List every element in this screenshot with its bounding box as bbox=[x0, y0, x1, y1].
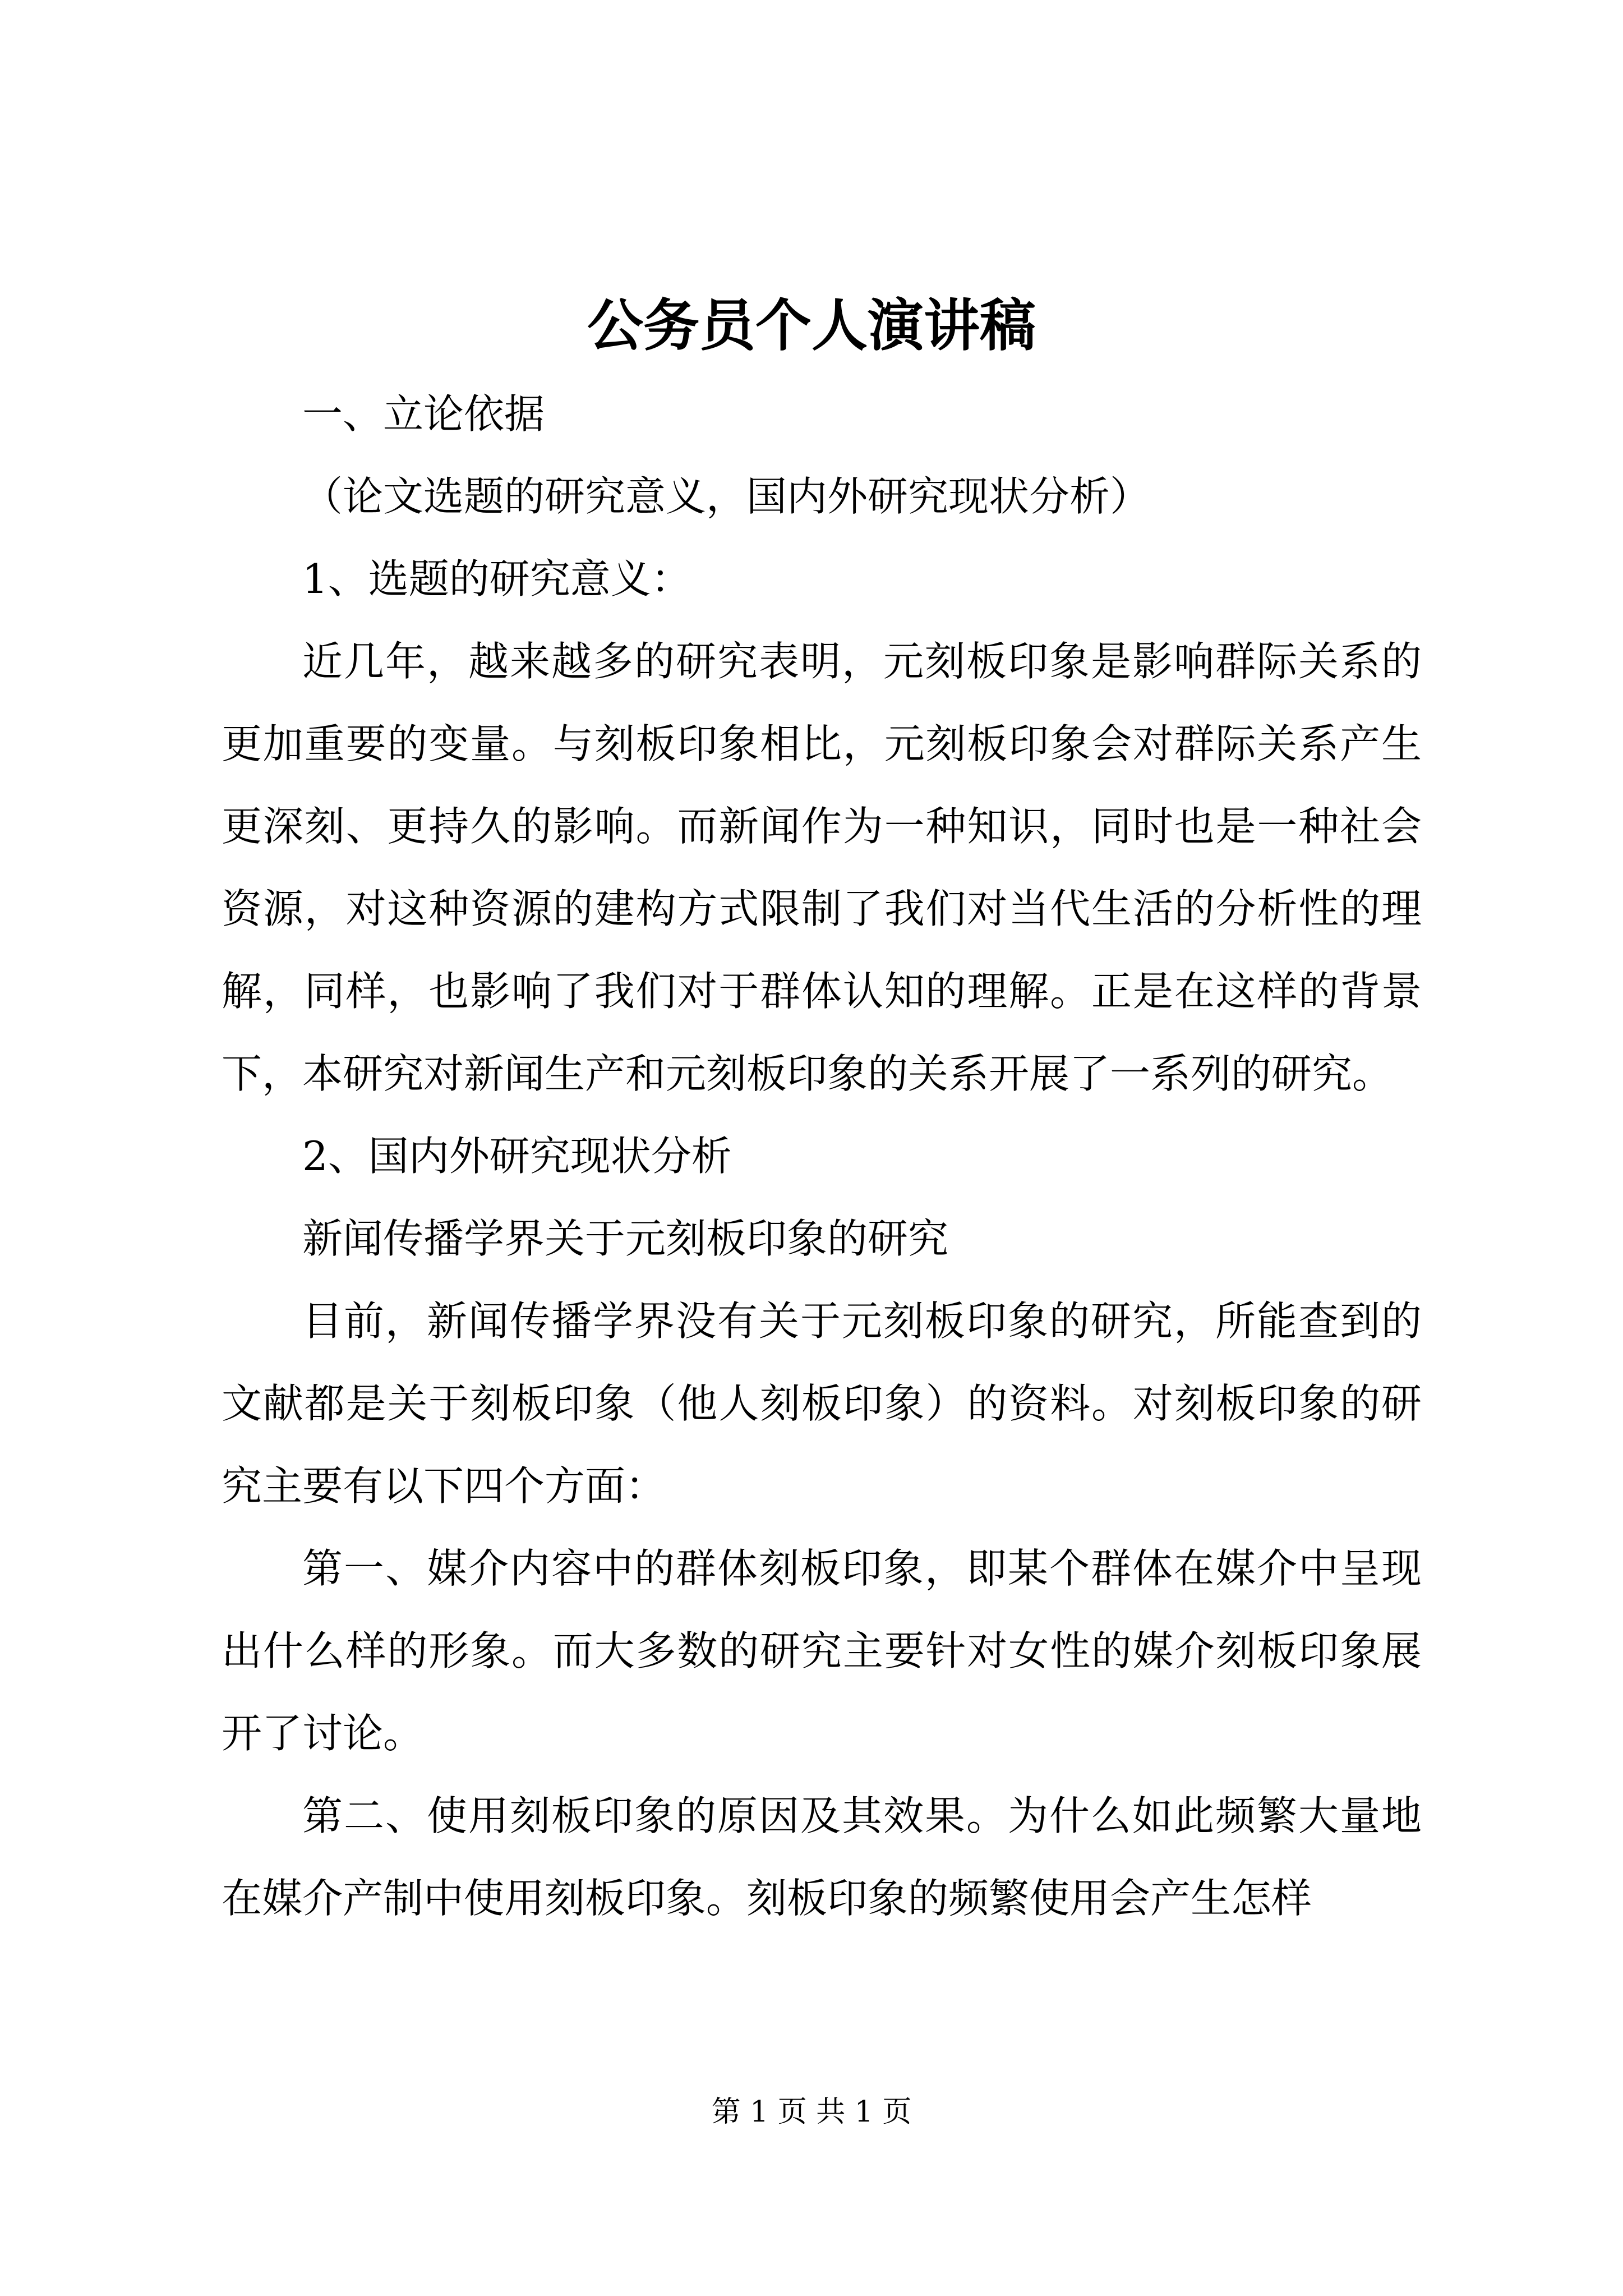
paragraph-aspect-one: 第一、媒介内容中的群体刻板印象，即某个群体在媒介中呈现出什么样的形象。而大多数的研究主要针对女性的媒介刻板印象展开了讨论。 bbox=[222, 1545, 1422, 1757]
subsection-heading-significance: 1、选题的研究意义： bbox=[302, 555, 691, 602]
subsection-heading-journalism: 新闻传播学界关于元刻板印象的研究 bbox=[302, 1215, 949, 1262]
paragraph-current-research: 目前，新闻传播学界没有关于元刻板印象的研究，所能查到的文献都是关于刻板印象（他人刻板印象）的资料。对刻板印象的研究主要有以下四个方面： bbox=[222, 1297, 1422, 1510]
section-heading-basis: 一、立论依据 bbox=[302, 390, 545, 438]
paragraph-significance: 近几年，越来越多的研究表明，元刻板印象是影响群际关系的更加重要的变量。与刻板印象相比，元刻板印象会对群际关系产生更深刻、更持久的影响。而新闻作为一种知识，同时也是一种社会资源，对这种资源的建构方式限制了我们对当代生活的分析性的理解，同样，也影响了我们对于群体认知的理解。正是在这样的背景下，本研究对新闻生产和元刻板印象的关系开展了一系列的研究。 bbox=[222, 638, 1422, 1097]
subsection-heading-status: 2、国内外研究现状分析 bbox=[302, 1133, 732, 1180]
document-body bbox=[222, 373, 1422, 1940]
paragraph-aspect-two: 第二、使用刻板印象的原因及其效果。为什么如此频繁大量地在媒介产制中使用刻板印象。刻板印象的频繁使用会产生怎样 bbox=[222, 1792, 1422, 1922]
document-title: 公务员个人演讲稿 bbox=[587, 292, 1036, 358]
section-subtitle: （论文选题的研究意义，国内外研究现状分析） bbox=[302, 473, 1151, 520]
page-footer: 第 1 页 共 1 页 bbox=[711, 2095, 912, 2129]
